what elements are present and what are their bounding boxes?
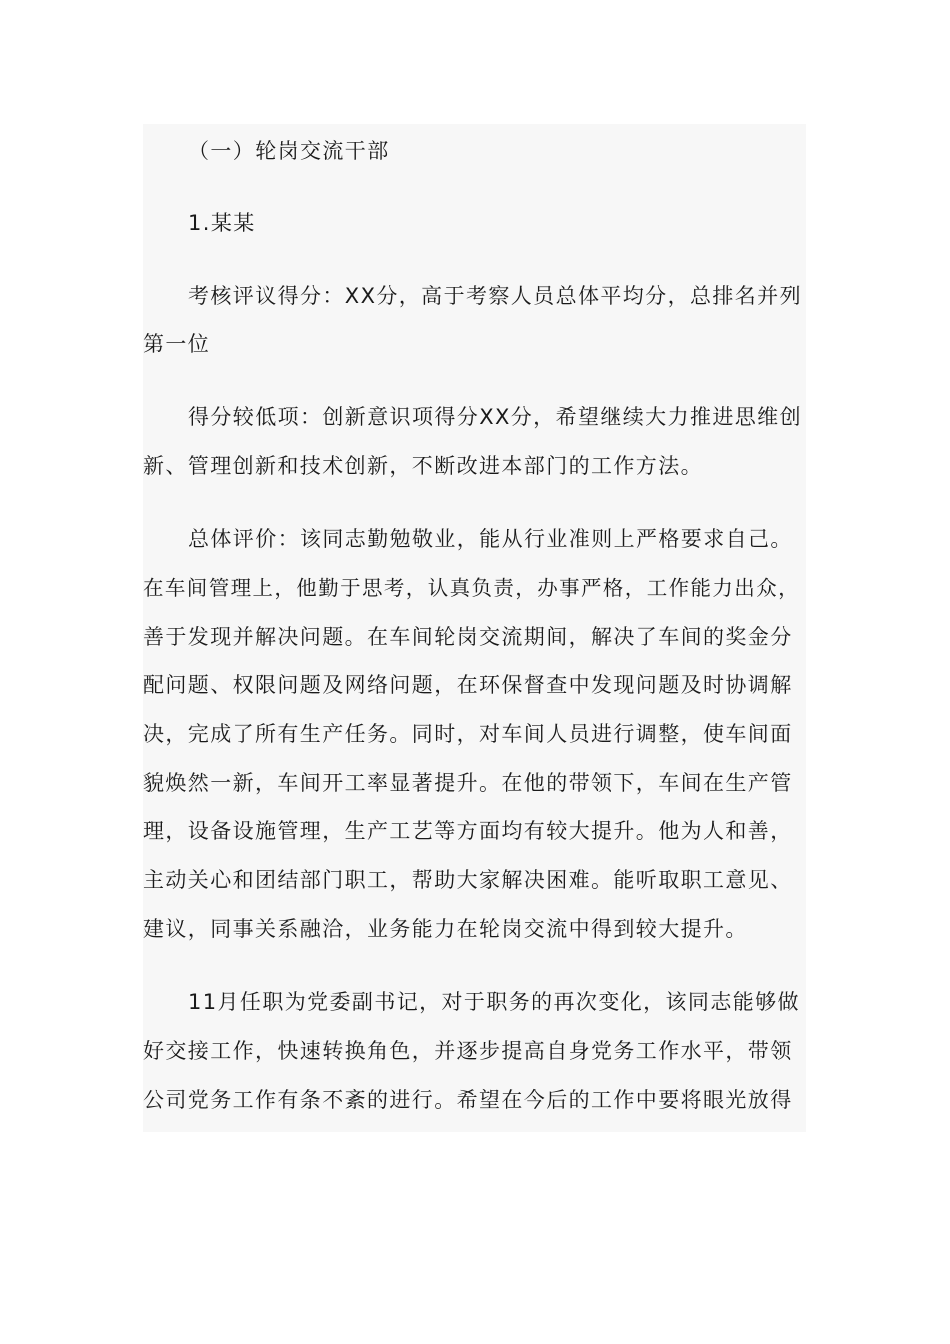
paragraph-line: 配问题、权限问题及网络问题，在环保督查中发现问题及时协调解 bbox=[143, 673, 793, 697]
paragraph-line: 理，设备设施管理，生产工艺等方面均有较大提升。他为人和善， bbox=[143, 819, 793, 843]
paragraph-line: 好交接工作，快速转换角色，并逐步提高自身党务工作水平，带领 bbox=[143, 1039, 793, 1063]
paragraph-line: 公司党务工作有条不紊的进行。希望在今后的工作中要将眼光放得 bbox=[143, 1088, 793, 1112]
paragraph-line: 新、管理创新和技术创新，不断改进本部门的工作方法。 bbox=[143, 454, 703, 478]
paragraph-line: 建议，同事关系融洽，业务能力在轮岗交流中得到较大提升。 bbox=[143, 917, 748, 941]
section-heading: （一）轮岗交流干部 bbox=[188, 139, 390, 163]
paragraph-line: 总体评价：该同志勤勉敬业，能从行业准则上严格要求自己。 bbox=[188, 527, 793, 551]
paragraph-line: 第一位 bbox=[143, 332, 211, 356]
paragraph-line: 主动关心和团结部门职工，帮助大家解决困难。能听取职工意见、 bbox=[143, 868, 793, 892]
content-block bbox=[143, 124, 806, 1132]
paragraph-line: 11月任职为党委副书记，对于职务的再次变化，该同志能够做 bbox=[188, 990, 800, 1014]
paragraph-line: 貌焕然一新，车间开工率显著提升。在他的带领下，车间在生产管 bbox=[143, 771, 793, 795]
paragraph-line: 在车间管理上，他勤于思考，认真负责，办事严格，工作能力出众， bbox=[143, 576, 800, 600]
subsection-heading: 1.某某 bbox=[188, 211, 256, 235]
paragraph-line: 决，完成了所有生产任务。同时，对车间人员进行调整，使车间面 bbox=[143, 722, 793, 746]
paragraph-line: 考核评议得分：XX分，高于考察人员总体平均分，总排名并列 bbox=[188, 284, 802, 308]
paragraph-line: 善于发现并解决问题。在车间轮岗交流期间，解决了车间的奖金分 bbox=[143, 625, 793, 649]
paragraph-line: 得分较低项：创新意识项得分XX分，希望继续大力推进思维创 bbox=[188, 405, 802, 429]
